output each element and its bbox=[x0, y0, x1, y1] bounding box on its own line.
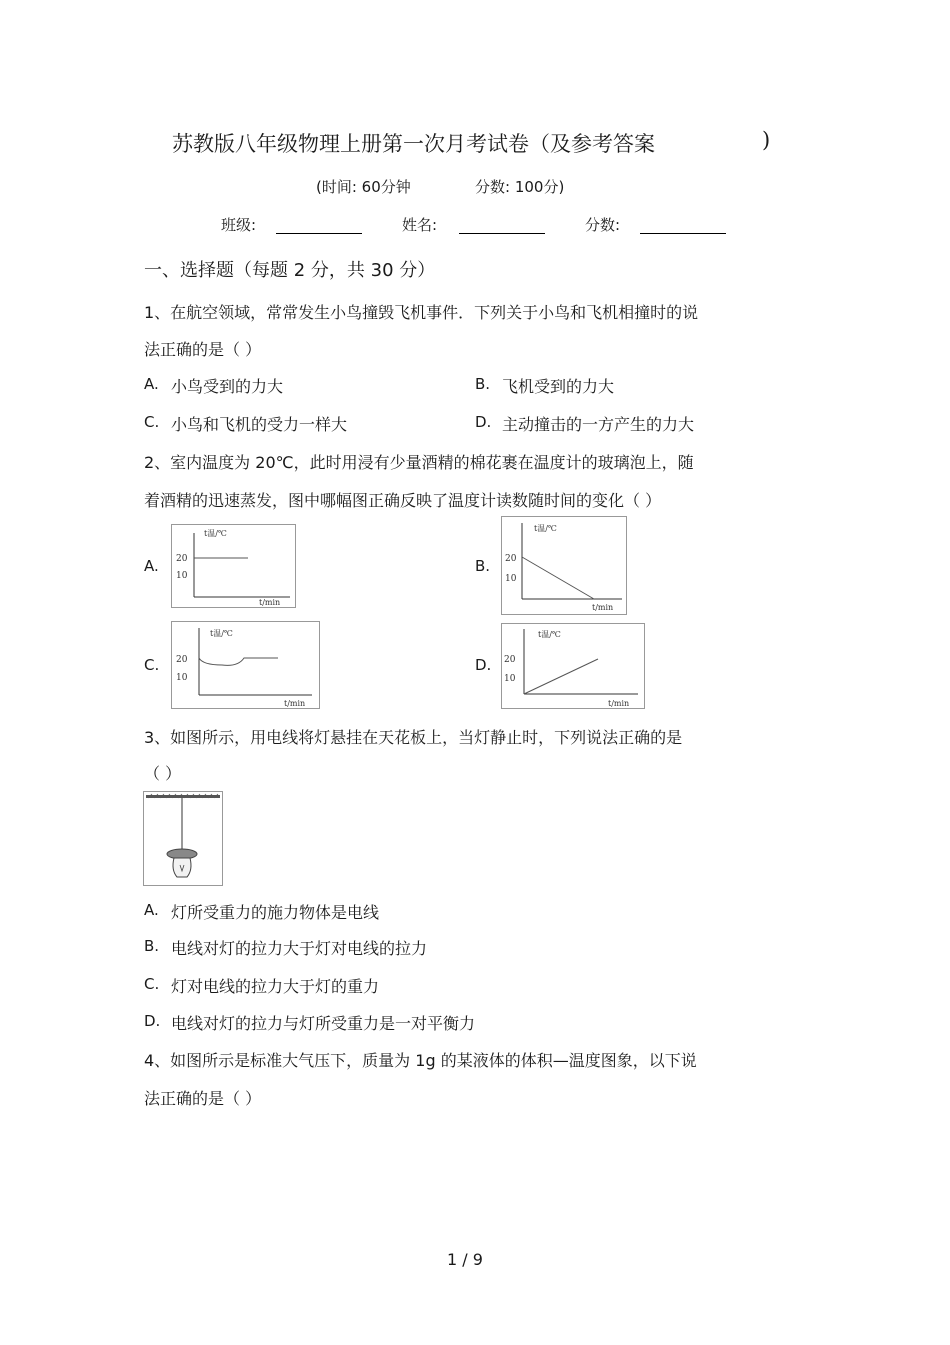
q3-option-b-text: 电线对灯的拉力大于灯对电线的拉力 bbox=[171, 939, 428, 958]
q3-option-c-letter: C. bbox=[144, 975, 160, 993]
q2-stem-line1: 2、室内温度为 20℃，此时用浸有少量酒精的棉花裹在温度计的玻璃泡上，随 bbox=[144, 453, 694, 472]
q3-option-b-letter: B. bbox=[144, 937, 160, 955]
q2-graph-a bbox=[171, 524, 296, 608]
exam-total-score: 分数: 100分) bbox=[475, 178, 565, 196]
tick-20: 20 bbox=[176, 554, 188, 564]
q4-stem-line2: 法正确的是（ ） bbox=[144, 1089, 262, 1108]
tick-10: 10 bbox=[504, 674, 516, 684]
q2-graph-d bbox=[501, 623, 645, 709]
page-title-close-paren: ) bbox=[762, 128, 771, 152]
x-axis-label: t/min bbox=[608, 699, 630, 708]
q3-option-a-letter: A. bbox=[144, 901, 159, 919]
y-axis-label: t温/℃ bbox=[204, 529, 227, 538]
class-blank[interactable] bbox=[276, 233, 362, 234]
hanging-lamp-figure bbox=[143, 791, 223, 886]
name-blank[interactable] bbox=[459, 233, 545, 234]
y-axis-label: t温/℃ bbox=[534, 524, 557, 533]
q1-stem-line2: 法正确的是（ ） bbox=[144, 340, 262, 359]
q1-option-d-letter: D. bbox=[475, 413, 492, 431]
q1-option-b-text: 飞机受到的力大 bbox=[502, 377, 615, 396]
q3-option-d-text: 电线对灯的拉力与灯所受重力是一对平衡力 bbox=[171, 1014, 476, 1033]
q3-option-c-text: 灯对电线的拉力大于灯的重力 bbox=[171, 977, 380, 996]
q3-stem-line1: 3、如图所示，用电线将灯悬挂在天花板上，当灯静止时，下列说法正确的是 bbox=[144, 728, 683, 747]
tick-10: 10 bbox=[176, 571, 188, 581]
q2-option-c-letter: C. bbox=[144, 656, 160, 674]
q1-option-d-text: 主动撞击的一方产生的力大 bbox=[502, 415, 695, 434]
bulb bbox=[173, 858, 191, 877]
x-axis-label: t/min bbox=[592, 603, 614, 612]
q1-option-a-letter: A. bbox=[144, 375, 159, 393]
y-axis-label: t温/℃ bbox=[210, 629, 233, 638]
graph-line bbox=[199, 658, 278, 665]
page-title: 苏教版八年级物理上册第一次月考试卷（及参考答案 bbox=[172, 132, 655, 156]
q2-graph-b bbox=[501, 516, 627, 615]
q4-stem-line1: 4、如图所示是标准大气压下，质量为 1g 的某液体的体积—温度图象，以下说 bbox=[144, 1051, 697, 1070]
q1-option-c-text: 小鸟和飞机的受力一样大 bbox=[171, 415, 348, 434]
tick-10: 10 bbox=[505, 574, 517, 584]
x-axis-label: t/min bbox=[259, 598, 281, 607]
class-label: 班级: bbox=[221, 216, 257, 234]
tick-20: 20 bbox=[505, 554, 517, 564]
q1-stem-line1: 1、在航空领域，常常发生小鸟撞毁飞机事件．下列关于小鸟和飞机相撞时的说 bbox=[144, 303, 699, 322]
q3-stem-line2: （ ） bbox=[144, 764, 182, 783]
score-label: 分数: bbox=[585, 216, 621, 234]
score-blank[interactable] bbox=[640, 233, 726, 234]
q2-graph-c bbox=[171, 621, 320, 709]
q1-option-a-text: 小鸟受到的力大 bbox=[171, 377, 284, 396]
graph-line bbox=[524, 659, 598, 694]
x-axis-label: t/min bbox=[284, 699, 306, 708]
q2-option-b-letter: B. bbox=[475, 557, 491, 575]
exam-time: (时间: 60分钟 bbox=[316, 178, 411, 196]
y-axis-label: t温/℃ bbox=[538, 630, 561, 639]
graph-line bbox=[522, 557, 594, 599]
page-number: 1 / 9 bbox=[447, 1250, 483, 1269]
q2-stem-line2: 着酒精的迅速蒸发，图中哪幅图正确反映了温度计读数随时间的变化（ ） bbox=[144, 491, 662, 510]
tick-20: 20 bbox=[176, 655, 188, 665]
q3-option-d-letter: D. bbox=[144, 1012, 161, 1030]
tick-10: 10 bbox=[176, 673, 188, 683]
name-label: 姓名: bbox=[402, 216, 438, 234]
q2-option-d-letter: D. bbox=[475, 656, 492, 674]
q2-option-a-letter: A. bbox=[144, 557, 159, 575]
q1-option-b-letter: B. bbox=[475, 375, 491, 393]
q1-option-c-letter: C. bbox=[144, 413, 160, 431]
tick-20: 20 bbox=[504, 655, 516, 665]
section-heading: 一、选择题（每题 2 分，共 30 分） bbox=[144, 260, 436, 281]
q3-option-a-text: 灯所受重力的施力物体是电线 bbox=[171, 903, 380, 922]
